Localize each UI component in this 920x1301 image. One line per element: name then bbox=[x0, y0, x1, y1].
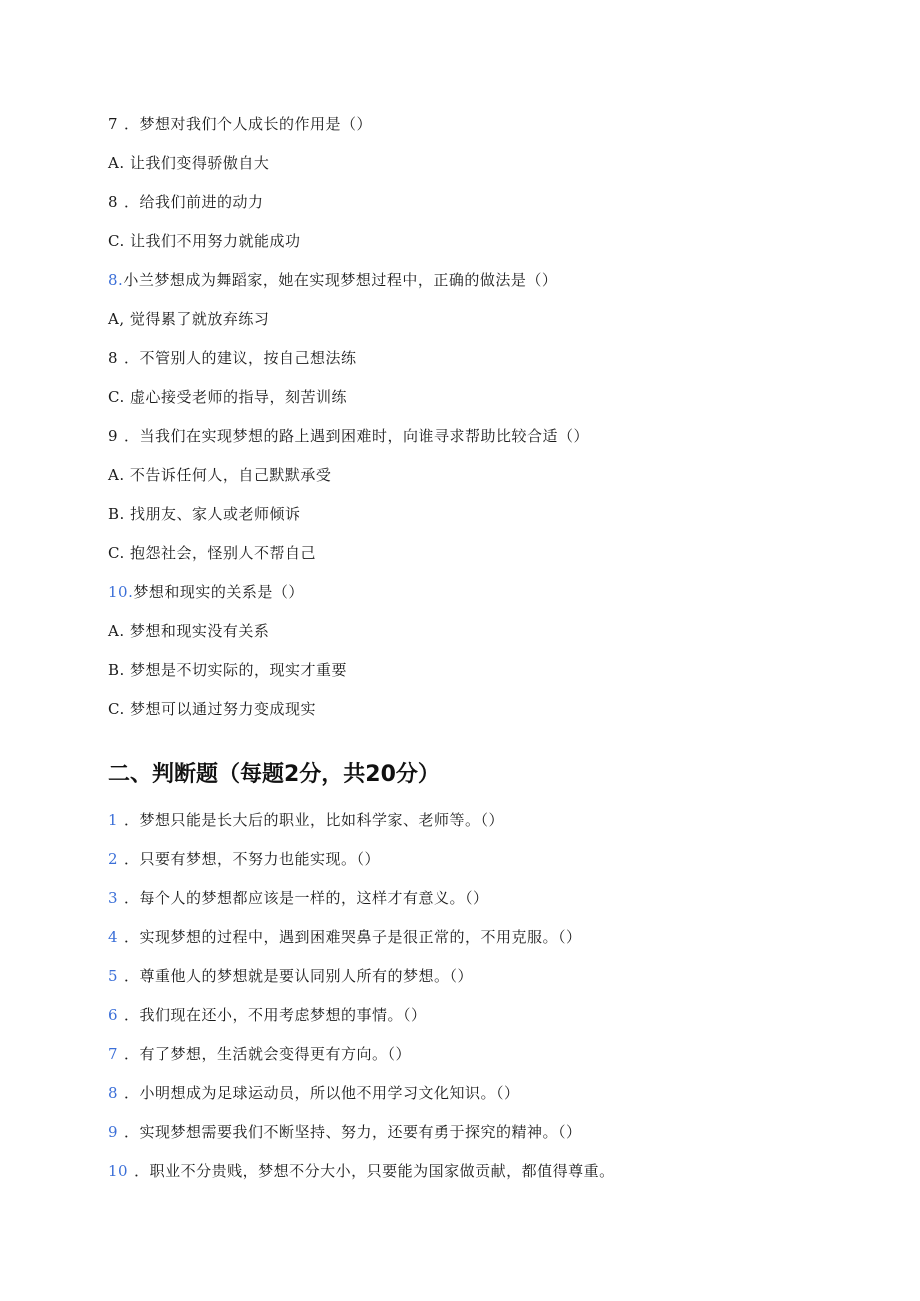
question-number: 1 bbox=[108, 811, 119, 829]
option-text: A. 梦想和现实没有关系 bbox=[108, 622, 270, 640]
tf-question-4 bbox=[108, 927, 582, 947]
question-10-option-a bbox=[108, 621, 269, 641]
question-number: 8. bbox=[108, 271, 124, 289]
tf-question-8 bbox=[108, 1083, 520, 1103]
option-text: ．不管别人的建议，按自己想法练 bbox=[124, 349, 357, 367]
tf-question-3 bbox=[108, 888, 489, 908]
question-number: 8 bbox=[108, 193, 119, 211]
question-text: ．梦想只能是长大后的职业，比如科学家、老师等。（） bbox=[124, 811, 505, 829]
option-text: B. 找朋友、家人或老师倾诉 bbox=[108, 505, 301, 523]
question-text: ．梦想对我们个人成长的作用是（） bbox=[124, 115, 373, 133]
question-7-option-a bbox=[108, 153, 269, 173]
question-number: 8 bbox=[108, 349, 119, 367]
question-text: ．只要有梦想，不努力也能实现。（） bbox=[124, 850, 381, 868]
question-9-option-b bbox=[108, 504, 301, 524]
question-10-option-c bbox=[108, 699, 316, 719]
question-8-option-c bbox=[108, 387, 347, 407]
question-number: 10 bbox=[108, 1162, 129, 1180]
question-7-option-c bbox=[108, 231, 300, 251]
question-10-option-b bbox=[108, 660, 347, 680]
question-9-option-c bbox=[108, 543, 316, 563]
tf-question-1 bbox=[108, 810, 504, 830]
question-number: 6 bbox=[108, 1006, 119, 1024]
question-number: 2 bbox=[108, 850, 119, 868]
question-7-stem bbox=[108, 114, 372, 134]
question-text: 梦想和现实的关系是（） bbox=[133, 583, 304, 601]
question-7-option-b bbox=[108, 192, 264, 212]
question-text: ．有了梦想，生活就会变得更有方向。（） bbox=[124, 1045, 412, 1063]
tf-question-7 bbox=[108, 1044, 411, 1064]
section-heading-true-false: 二、判断题（每题2分，共20分） bbox=[108, 762, 440, 787]
question-number: 4 bbox=[108, 928, 119, 946]
question-number: 3 bbox=[108, 889, 119, 907]
question-8-stem bbox=[108, 270, 557, 290]
question-text: ．实现梦想需要我们不断坚持、努力，还要有勇于探究的精神。（） bbox=[124, 1123, 582, 1141]
question-number: 9 bbox=[108, 427, 119, 445]
option-text: C. 虚心接受老师的指导，刻苦训练 bbox=[108, 388, 347, 406]
option-text: B. 梦想是不切实际的，现实才重要 bbox=[108, 661, 348, 679]
question-number: 9 bbox=[108, 1123, 119, 1141]
question-9-stem bbox=[108, 426, 589, 446]
tf-question-6 bbox=[108, 1005, 427, 1025]
question-text: ．尊重他人的梦想就是要认同别人所有的梦想。（） bbox=[124, 967, 474, 985]
question-10-stem bbox=[108, 582, 304, 602]
question-number: 8 bbox=[108, 1084, 119, 1102]
tf-question-2 bbox=[108, 849, 380, 869]
question-number: 10. bbox=[108, 583, 134, 601]
question-text: 小兰梦想成为舞蹈家，她在实现梦想过程中，正确的做法是（） bbox=[123, 271, 558, 289]
option-text: A. 让我们变得骄傲自大 bbox=[108, 154, 270, 172]
option-text: A. 不告诉任何人，自己默默承受 bbox=[108, 466, 332, 484]
option-text: ．给我们前进的动力 bbox=[124, 193, 264, 211]
tf-question-5 bbox=[108, 966, 473, 986]
question-text: ．小明想成为足球运动员，所以他不用学习文化知识。（） bbox=[124, 1084, 520, 1102]
question-text: ．实现梦想的过程中，遇到困难哭鼻子是很正常的，不用克服。（） bbox=[124, 928, 582, 946]
option-text: A, 觉得累了就放弃练习 bbox=[108, 310, 270, 328]
question-8-option-b bbox=[108, 348, 357, 368]
question-text: ．每个人的梦想都应该是一样的，这样才有意义。（） bbox=[124, 889, 489, 907]
question-text: ．我们现在还小，不用考虑梦想的事情。（） bbox=[124, 1006, 427, 1024]
question-text: ．职业不分贵贱，梦想不分大小，只要能为国家做贡献，都值得尊重。 bbox=[134, 1162, 615, 1180]
option-text: C. 让我们不用努力就能成功 bbox=[108, 232, 301, 250]
tf-question-9 bbox=[108, 1122, 582, 1142]
option-text: C. 抱怨社会，怪别人不帮自己 bbox=[108, 544, 316, 562]
question-number: 5 bbox=[108, 967, 119, 985]
tf-question-10 bbox=[108, 1161, 615, 1181]
option-text: C. 梦想可以通过努力变成现实 bbox=[108, 700, 316, 718]
question-9-option-a bbox=[108, 465, 331, 485]
question-text: ．当我们在实现梦想的路上遇到困难时，向谁寻求帮助比较合适（） bbox=[124, 427, 590, 445]
question-8-option-a bbox=[108, 309, 269, 329]
question-number: 7 bbox=[108, 115, 119, 133]
question-number: 7 bbox=[108, 1045, 119, 1063]
